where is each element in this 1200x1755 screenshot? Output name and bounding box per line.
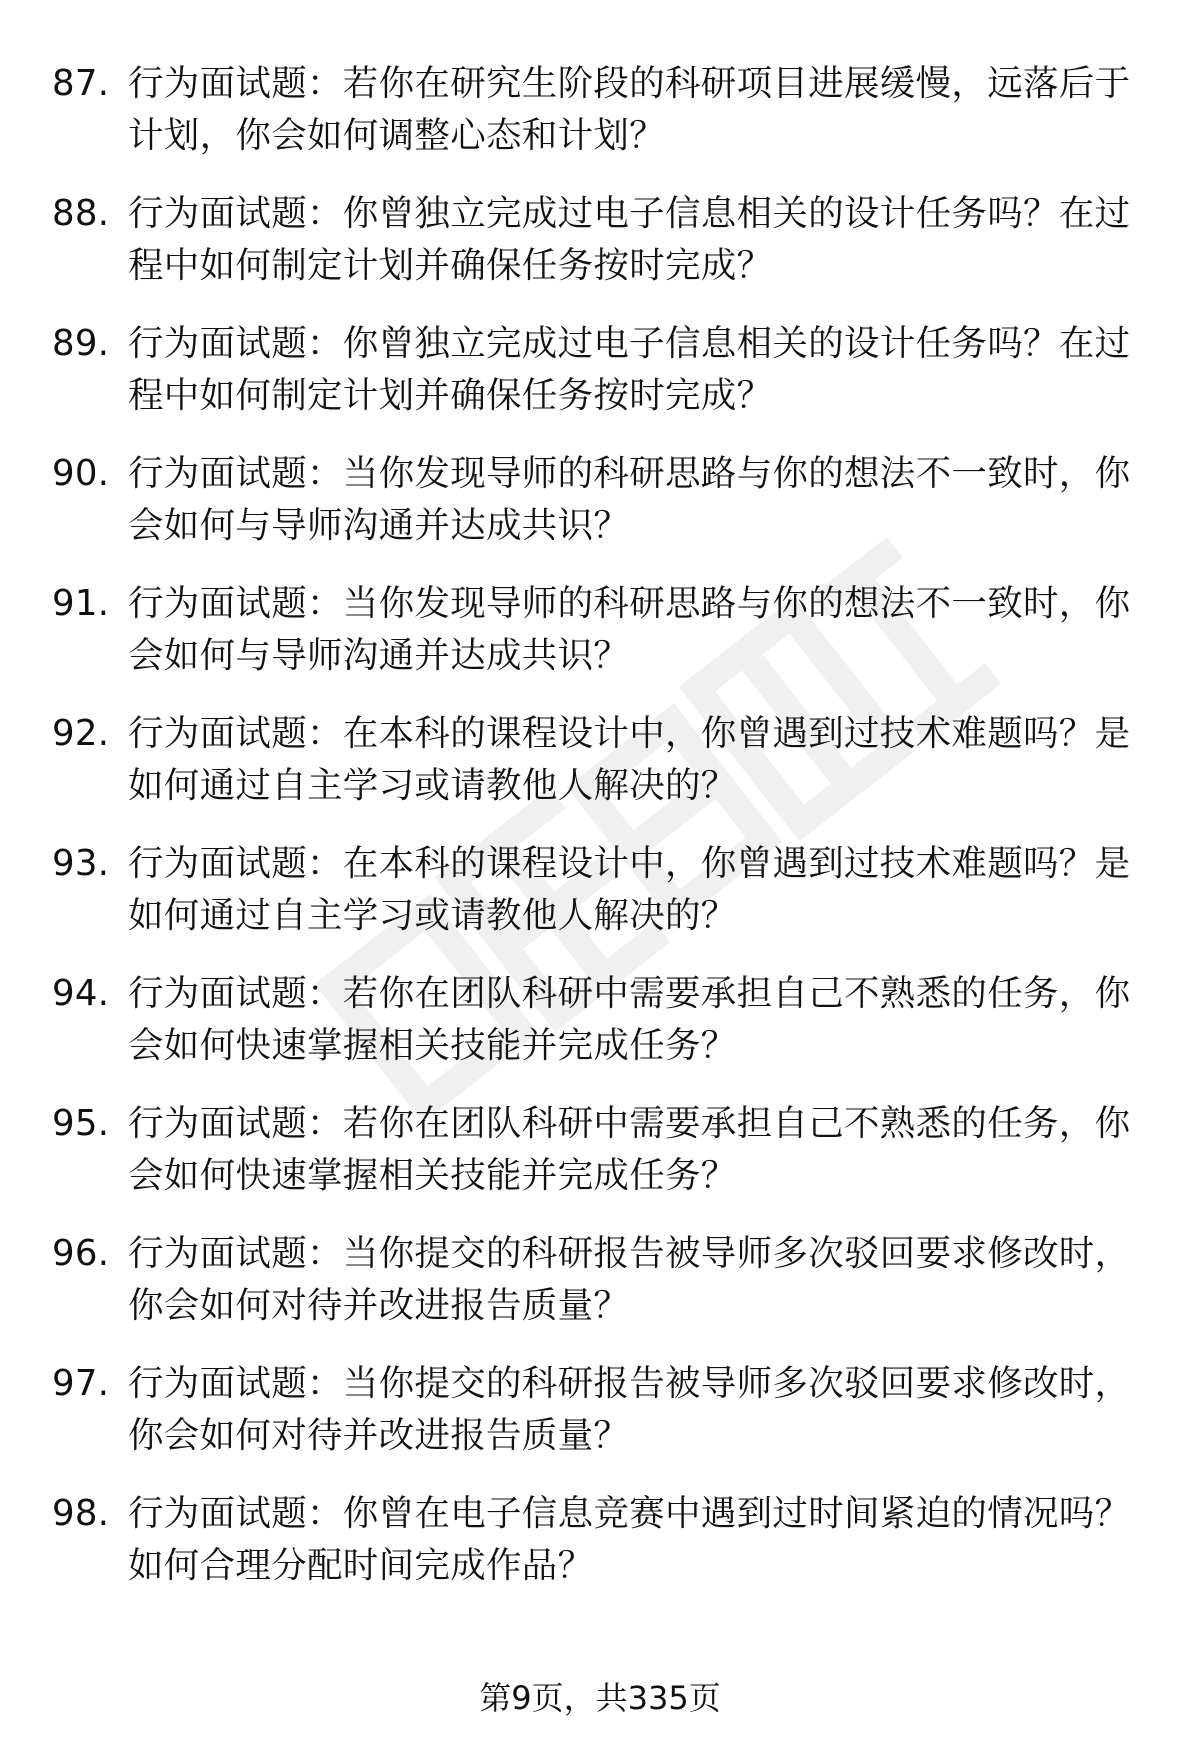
question-number: 87. bbox=[52, 63, 110, 104]
question-item bbox=[52, 58, 1152, 188]
question-text: 行为面试题：在本科的课程设计中，你曾遇到过技术难题吗？是如何通过自主学习或请教他人解决的？ bbox=[128, 713, 1131, 806]
page-footer bbox=[0, 1676, 1200, 1720]
question-item bbox=[52, 318, 1152, 448]
question-text: 行为面试题：当你提交的科研报告被导师多次驳回要求修改时，你会如何对待并改进报告质量？ bbox=[128, 1363, 1131, 1456]
page-number-label: 第9页，共335页 bbox=[479, 1679, 721, 1717]
question-item bbox=[52, 708, 1152, 838]
question-item bbox=[52, 188, 1152, 318]
question-text: 行为面试题：当你发现导师的科研思路与你的想法不一致时，你会如何与导师沟通并达成共识？ bbox=[128, 453, 1131, 546]
question-number: 91. bbox=[52, 583, 110, 624]
question-number: 92. bbox=[52, 713, 110, 754]
question-text: 行为面试题：当你发现导师的科研思路与你的想法不一致时，你会如何与导师沟通并达成共识？ bbox=[128, 583, 1131, 676]
question-number: 90. bbox=[52, 453, 110, 494]
question-text: 行为面试题：若你在团队科研中需要承担自己不熟悉的任务，你会如何快速掌握相关技能并完成任务？ bbox=[128, 1103, 1131, 1196]
question-number: 96. bbox=[52, 1233, 110, 1274]
question-number: 93. bbox=[52, 843, 110, 884]
question-number: 89. bbox=[52, 323, 110, 364]
question-text: 行为面试题：若你在研究生阶段的科研项目进展缓慢，远落后于计划，你会如何调整心态和计划？ bbox=[128, 63, 1131, 156]
question-number: 94. bbox=[52, 973, 110, 1014]
question-text: 行为面试题：在本科的课程设计中，你曾遇到过技术难题吗？是如何通过自主学习或请教他人解决的？ bbox=[128, 843, 1131, 936]
question-text: 行为面试题：你曾独立完成过电子信息相关的设计任务吗？在过程中如何制定计划并确保任务按时完成？ bbox=[128, 323, 1131, 416]
question-text: 行为面试题：若你在团队科研中需要承担自己不熟悉的任务，你会如何快速掌握相关技能并完成任务？ bbox=[128, 973, 1131, 1066]
question-number: 88. bbox=[52, 193, 110, 234]
question-number: 95. bbox=[52, 1103, 110, 1144]
question-list bbox=[52, 58, 1152, 1618]
question-item bbox=[52, 448, 1152, 578]
question-item bbox=[52, 1228, 1152, 1358]
question-text: 行为面试题：你曾独立完成过电子信息相关的设计任务吗？在过程中如何制定计划并确保任务按时完成？ bbox=[128, 193, 1131, 286]
question-text: 行为面试题：你曾在电子信息竞赛中遇到过时间紧迫的情况吗？如何合理分配时间完成作品？ bbox=[128, 1493, 1131, 1586]
question-number: 98. bbox=[52, 1493, 110, 1534]
question-text: 行为面试题：当你提交的科研报告被导师多次驳回要求修改时，你会如何对待并改进报告质量？ bbox=[128, 1233, 1131, 1326]
question-item bbox=[52, 1358, 1152, 1488]
question-item bbox=[52, 968, 1152, 1098]
question-item bbox=[52, 838, 1152, 968]
question-item bbox=[52, 1488, 1152, 1618]
question-item bbox=[52, 578, 1152, 708]
question-number: 97. bbox=[52, 1363, 110, 1404]
question-item bbox=[52, 1098, 1152, 1228]
